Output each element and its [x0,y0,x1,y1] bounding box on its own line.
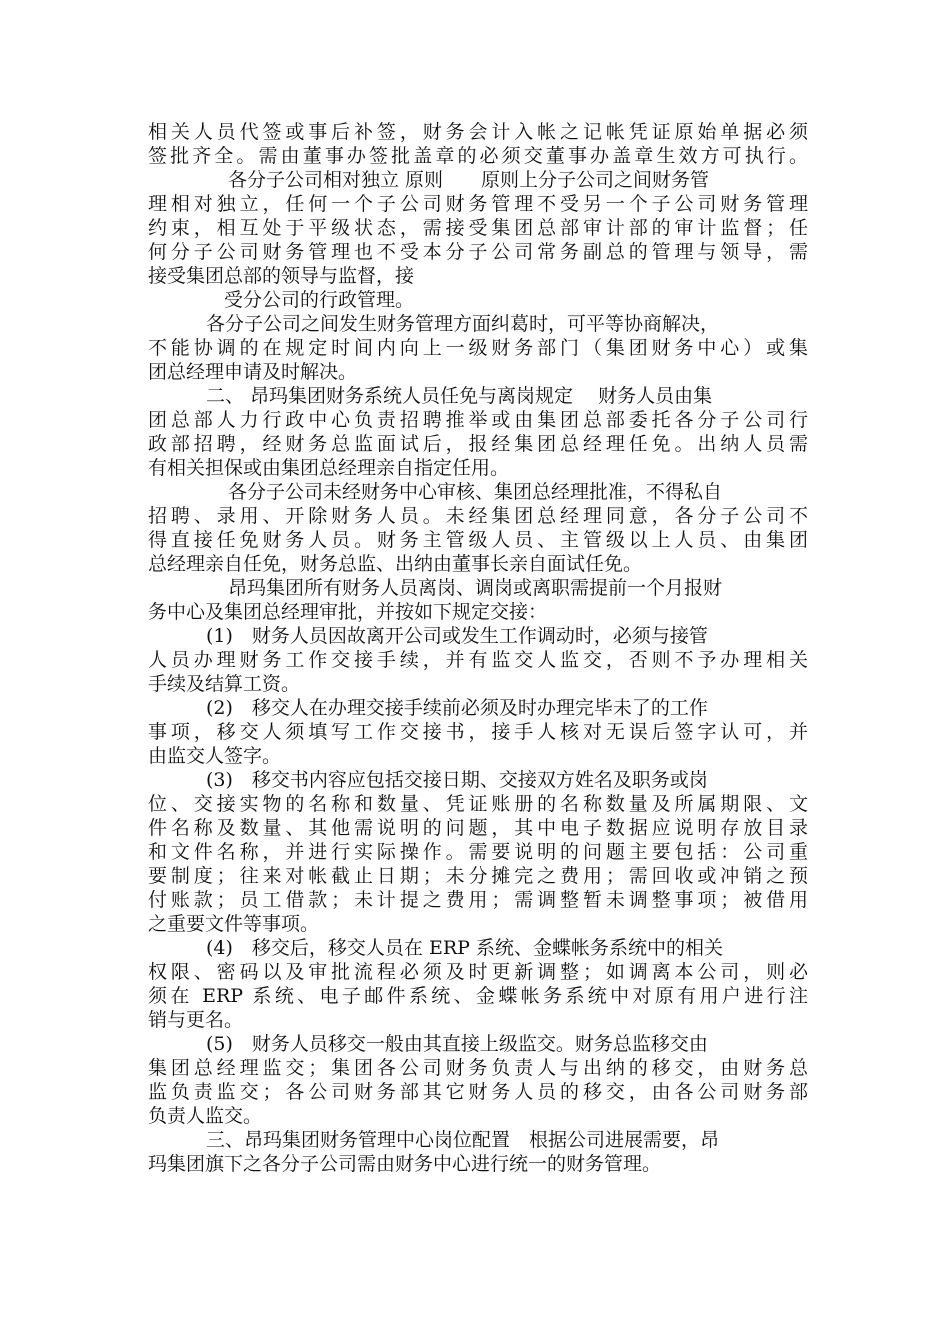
text-line: 各分子公司之间发生财务管理方面纠葛时，可平等协商解决， [206,313,720,335]
text-line: 昂玛集团所有财务人员离岗、调岗或离职需提前一个月报财 [228,577,723,599]
text-line: 理相对独立，任何一个子公司财务管理不受另一个子公司财务管理 [148,193,808,215]
text-line: 须在 ERP 系统、电子邮件系统、金蝶帐务系统中对原有用户进行注 [148,985,808,1007]
text-line: (4) 移交后，移交人员在 ERP 系统、金蝶帐务系统中的相关 [206,937,723,959]
text-line: (3) 移交书内容应包括交接日期、交接双方姓名及职务或岗 [206,769,708,791]
text-line: 何分子公司财务管理也不受本分子公司常务副总的管理与领导，需 [148,241,808,263]
text-line: 约束，相互处于平级状态，需接受集团总部审计部的审计监督；任 [148,217,808,239]
text-line: 位、交接实物的名称和数量、凭证账册的名称数量及所属期限、文 [148,793,808,815]
text-line: 不能协调的在规定时间内向上一级财务部门（集团财务中心）或集 [148,337,808,359]
text-line: 事项，移交人须填写工作交接书，接手人核对无误后签字认可，并 [148,721,808,743]
text-line: 相关人员代签或事后补签，财务会计入帐之记帐凭证原始单据必须 [148,121,808,143]
text-line: 要制度；往来对帐截止日期；未分摊完之费用；需回收或冲销之预 [148,865,808,887]
text-line: 玛集团旗下之各分子公司需由财务中心进行统一的财务管理。 [148,1153,662,1175]
text-line: 权限、密码以及审批流程必须及时更新调整；如调离本公司，则必 [148,961,808,983]
text-line: 二、 昂玛集团财务系统人员任免与离岗规定 财务人员由集 [206,385,713,407]
text-line: 各分子公司相对独立 原则 原则上分子公司之间财务管 [228,169,710,191]
text-line: 手续及结算工资。 [148,673,301,695]
text-line: 接受集团总部的领导与监督，接 [148,265,415,287]
text-line: (5) 财务人员移交一般由其直接上级监交。财务总监移交由 [206,1033,708,1055]
text-line: 签批齐全。需由董事办签批盖章的必须交董事办盖章生效方可执行。 [148,145,808,167]
text-line: 三、昂玛集团财务管理中心岗位配置 根据公司进展需要，昂 [206,1129,720,1151]
text-line: 之重要文件等事项。 [148,913,320,935]
text-line: 集团总经理监交；集团各公司财务负责人与出纳的移交，由财务总 [148,1057,808,1079]
text-line: 负责人监交。 [148,1105,263,1127]
text-line: 务中心及集团总经理审批，并按如下规定交接： [148,601,548,623]
text-line: 团总部人力行政中心负责招聘推举或由集团总部委托各分子公司行 [148,409,808,431]
text-line: 付账款；员工借款；未计提之费用；需调整暂未调整事项；被借用 [148,889,808,911]
text-line: 招聘、录用、开除财务人员。未经集团总经理同意，各分子公司不 [148,505,808,527]
text-line: (1) 财务人员因故离开公司或发生工作调动时，必须与接管 [206,625,708,647]
text-line: (2) 移交人在办理交接手续前必须及时办理完毕未了的工作 [206,697,708,719]
text-line: 各分子公司未经财务中心审核、集团总经理批准，不得私自 [228,481,723,503]
text-line: 和文件名称，并进行实际操作。需要说明的问题主要包括：公司重 [148,841,808,863]
text-line: 政部招聘，经财务总监面试后，报经集团总经理任免。出纳人员需 [148,433,808,455]
text-line: 得直接任免财务人员。财务主管级人员、主管级以上人员、由集团 [148,529,808,551]
text-line: 团总经理申请及时解决。 [148,361,358,383]
text-line: 监负责监交；各公司财务部其它财务人员的移交，由各公司财务部 [148,1081,808,1103]
text-line: 受分公司的行政管理。 [224,289,415,311]
text-line: 总经理亲自任免，财务总监、出纳由董事长亲自面试任免。 [148,553,643,575]
text-line: 有相关担保或由集团总经理亲自指定任用。 [148,457,510,479]
text-line: 人员办理财务工作交接手续，并有监交人监交，否则不予办理相关 [148,649,808,671]
document-body [148,120,808,1176]
text-line: 件名称及数量、其他需说明的问题，其中电子数据应说明存放目录 [148,817,808,839]
text-line: 由监交人签字。 [148,745,282,767]
text-line: 销与更名。 [148,1009,244,1031]
